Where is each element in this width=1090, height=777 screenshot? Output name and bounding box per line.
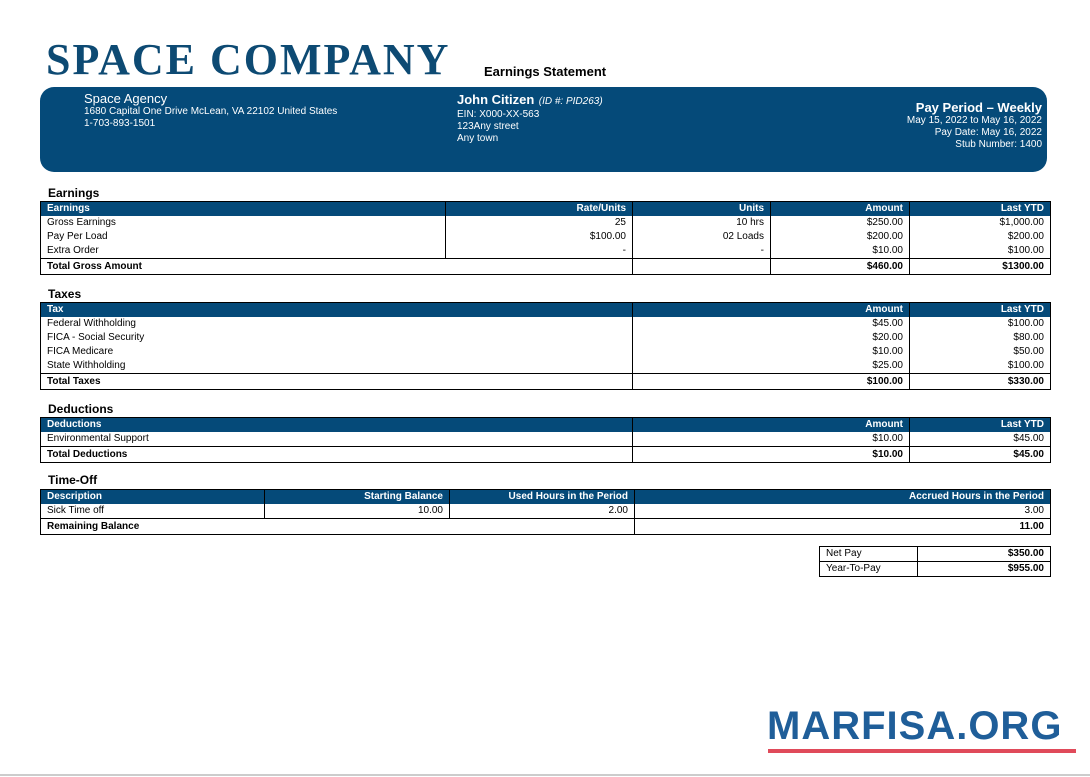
table-cell: $250.00 (771, 216, 910, 230)
column-header: Last YTD (910, 418, 1051, 433)
total-balance: 11.00 (635, 519, 1051, 535)
deductions-table (40, 417, 1051, 463)
page-bottom-border (0, 774, 1090, 776)
pay-period-range: May 15, 2022 to May 16, 2022 (906, 115, 1042, 126)
total-amount: $100.00 (633, 374, 910, 390)
total-amount: $460.00 (771, 259, 910, 275)
column-header: Amount (633, 418, 910, 433)
table-cell: 10 hrs (633, 216, 771, 230)
table-cell: 02 Loads (633, 230, 771, 244)
net-pay-label: Net Pay (820, 547, 918, 562)
table-cell: 3.00 (635, 504, 1051, 519)
year-to-pay-label: Year-To-Pay (820, 562, 918, 577)
summary-row (820, 547, 1051, 562)
pay-summary-table (819, 546, 1051, 577)
table-cell: Environmental Support (41, 432, 633, 447)
column-header: Starting Balance (265, 490, 450, 505)
total-row (41, 447, 1051, 463)
total-amount: $10.00 (633, 447, 910, 463)
table-cell: $45.00 (910, 432, 1051, 447)
table-cell: $1,000.00 (910, 216, 1051, 230)
timeoff-table (40, 489, 1051, 535)
total-label: Total Deductions (41, 447, 633, 463)
column-header: Last YTD (910, 303, 1051, 318)
pay-period-title: Pay Period – Weekly (915, 100, 1042, 115)
employer-address: 1680 Capital One Drive McLean, VA 22102 United States (84, 106, 338, 117)
table-cell: - (633, 244, 771, 259)
column-header: Last YTD (910, 202, 1051, 217)
table-row (41, 359, 1051, 374)
table-header-row (41, 418, 1051, 433)
table-cell: Extra Order (41, 244, 446, 259)
year-to-pay-value: $955.00 (918, 562, 1051, 577)
pay-period-info (907, 100, 1042, 151)
table-row (41, 244, 1051, 259)
column-header: Tax (41, 303, 633, 318)
employer-info (84, 91, 337, 130)
employer-phone: 1-703-893-1501 (84, 118, 156, 129)
document-title: Earnings Statement (484, 64, 607, 79)
employee-town: Any town (457, 133, 499, 144)
column-header: Amount (633, 303, 910, 318)
header-banner (40, 87, 1047, 172)
earnings-table (40, 201, 1051, 275)
total-row (41, 259, 1051, 275)
employee-ein: EIN: X000-XX-563 (457, 109, 540, 120)
taxes-table (40, 302, 1051, 390)
table-row (41, 504, 1051, 519)
table-cell: $100.00 (910, 244, 1051, 259)
total-ytd: $330.00 (910, 374, 1051, 390)
table-cell: $10.00 (633, 345, 910, 359)
table-cell: $25.00 (633, 359, 910, 374)
table-cell: FICA Medicare (41, 345, 633, 359)
employee-name: John Citizen (457, 92, 535, 107)
table-header-row (41, 303, 1051, 318)
table-row (41, 331, 1051, 345)
table-cell (446, 259, 633, 275)
total-ytd: $45.00 (910, 447, 1051, 463)
table-cell: $10.00 (633, 432, 910, 447)
table-cell: 2.00 (450, 504, 635, 519)
total-row (41, 374, 1051, 390)
table-row (41, 216, 1051, 230)
column-header: Amount (771, 202, 910, 217)
summary-row (820, 562, 1051, 577)
table-cell: 10.00 (265, 504, 450, 519)
column-header: Description (41, 490, 265, 505)
table-cell: $50.00 (910, 345, 1051, 359)
table-cell: $100.00 (910, 359, 1051, 374)
table-cell: State Withholding (41, 359, 633, 374)
total-label: Total Gross Amount (41, 259, 446, 275)
employee-street: 123Any street (457, 121, 519, 132)
column-header: Rate/Units (446, 202, 633, 217)
pay-date: Pay Date: May 16, 2022 (934, 127, 1042, 138)
earnings-section-title: Earnings (48, 186, 100, 200)
table-cell: $100.00 (446, 230, 633, 244)
total-row (41, 519, 1051, 535)
employee-info (457, 91, 603, 145)
table-cell: - (446, 244, 633, 259)
table-row (41, 230, 1051, 244)
table-cell: Pay Per Load (41, 230, 446, 244)
table-cell: $10.00 (771, 244, 910, 259)
stub-number: Stub Number: 1400 (955, 139, 1042, 150)
table-cell: $80.00 (910, 331, 1051, 345)
table-cell: 25 (446, 216, 633, 230)
employee-id: (ID #: PID263) (538, 96, 603, 107)
net-pay-value: $350.00 (918, 547, 1051, 562)
taxes-section-title: Taxes (48, 287, 82, 301)
timeoff-section-title: Time-Off (48, 473, 98, 487)
table-cell: $100.00 (910, 317, 1051, 331)
watermark-logo: MARFISA.ORG (767, 704, 1063, 748)
table-cell: $20.00 (633, 331, 910, 345)
table-cell: $200.00 (910, 230, 1051, 244)
table-cell (633, 259, 771, 275)
table-row (41, 345, 1051, 359)
table-header-row (41, 202, 1051, 217)
table-cell: Federal Withholding (41, 317, 633, 331)
column-header: Earnings (41, 202, 446, 217)
column-header: Units (633, 202, 771, 217)
total-label: Remaining Balance (41, 519, 635, 535)
column-header: Deductions (41, 418, 633, 433)
deductions-section-title: Deductions (48, 402, 114, 416)
table-cell: $45.00 (633, 317, 910, 331)
table-cell: $200.00 (771, 230, 910, 244)
table-cell: Sick Time off (41, 504, 265, 519)
column-header: Accrued Hours in the Period (635, 490, 1051, 505)
table-row (41, 317, 1051, 331)
total-label: Total Taxes (41, 374, 633, 390)
watermark-underline (768, 749, 1076, 753)
table-cell: FICA - Social Security (41, 331, 633, 345)
company-logo: SPACE COMPANY (46, 35, 451, 84)
employer-name: Space Agency (84, 91, 168, 106)
total-ytd: $1300.00 (910, 259, 1051, 275)
table-cell: Gross Earnings (41, 216, 446, 230)
table-header-row (41, 490, 1051, 505)
table-row (41, 432, 1051, 447)
column-header: Used Hours in the Period (450, 490, 635, 505)
